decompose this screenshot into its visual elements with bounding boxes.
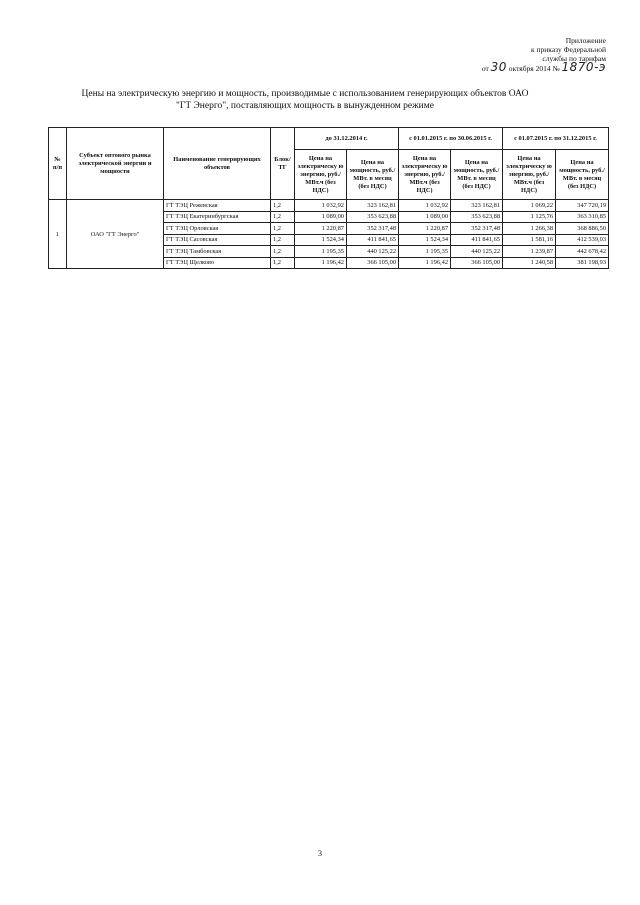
document-title	[80, 88, 530, 112]
capacity-price-3: 381 198,93	[556, 257, 609, 269]
energy-price-2: 1 089,00	[399, 211, 451, 223]
capacity-price-2: 353 623,88	[451, 211, 503, 223]
appendix-label: Приложение	[565, 36, 606, 45]
capacity-price-2: 366 105,00	[451, 257, 503, 269]
energy-price-3: 1 266,38	[503, 223, 556, 235]
capacity-price-1: 411 841,65	[347, 234, 399, 246]
energy-price-2: 1 220,87	[399, 223, 451, 235]
header-capacity-price-3: Цена на мощность, руб./МВт. в месяц (без НДС)	[556, 150, 609, 200]
price-table	[48, 127, 609, 269]
energy-price-1: 1 089,00	[295, 211, 347, 223]
energy-price-1: 1 220,87	[295, 223, 347, 235]
header-energy-price-1: Цена на электрическу ю энергию, руб./МВт.ч (без НДС)	[295, 150, 347, 200]
appendix-date-prefix: от	[481, 64, 489, 73]
appendix-service: службы по тарифам	[542, 54, 606, 63]
page-number: 3	[318, 849, 322, 858]
table-row	[49, 200, 609, 212]
energy-price-2: 1 032,92	[399, 200, 451, 212]
energy-price-1: 1 196,42	[295, 257, 347, 269]
energy-price-3: 1 239,87	[503, 246, 556, 258]
header-energy-price-3: Цена на электрическу ю энергию, руб./МВт.ч (без НДС)	[503, 150, 556, 200]
appendix-date-day: 30	[490, 60, 507, 74]
object-name: ГТ ТЭЦ Щелково	[164, 257, 271, 269]
header-capacity-price-2: Цена на мощность, руб./МВт. в месяц (без НДС)	[451, 150, 503, 200]
document-title-line2: "ГТ Энерго", поставляющих мощность в вынужденном режиме	[175, 101, 434, 111]
block-value: 1,2	[271, 234, 295, 246]
appendix-date-rest: октября 2014 №	[508, 64, 560, 73]
header-period-2: с 01.01.2015 г. по 30.06.2015 г.	[399, 128, 503, 150]
object-name: ГТ ТЭЦ Тамбовская	[164, 246, 271, 258]
header-period-1: до 31.12.2014 г.	[295, 128, 399, 150]
capacity-price-3: 412 539,03	[556, 234, 609, 246]
energy-price-2: 1 196,42	[399, 257, 451, 269]
appendix-block	[456, 36, 606, 73]
block-value: 1,2	[271, 246, 295, 258]
header-num: № п/п	[49, 128, 67, 200]
appendix-order-ref: к приказу Федеральной	[531, 45, 606, 54]
group-num: 1	[49, 200, 67, 269]
energy-price-3: 1 581,16	[503, 234, 556, 246]
energy-price-1: 1 524,34	[295, 234, 347, 246]
energy-price-3: 1 069,22	[503, 200, 556, 212]
block-value: 1,2	[271, 200, 295, 212]
capacity-price-3: 363 310,85	[556, 211, 609, 223]
capacity-price-1: 323 162,81	[347, 200, 399, 212]
object-name: ГТ ТЭЦ Сасовская	[164, 234, 271, 246]
capacity-price-1: 440 125,22	[347, 246, 399, 258]
appendix-date-line	[456, 60, 606, 74]
capacity-price-2: 440 125,22	[451, 246, 503, 258]
capacity-price-1: 353 623,88	[347, 211, 399, 223]
energy-price-2: 1 195,35	[399, 246, 451, 258]
capacity-price-3: 442 678,42	[556, 246, 609, 258]
capacity-price-2: 352 317,48	[451, 223, 503, 235]
header-capacity-price-1: Цена на мощность, руб./МВт. в месяц (без НДС)	[347, 150, 399, 200]
energy-price-1: 1 032,92	[295, 200, 347, 212]
header-energy-price-2: Цена на электрическу ю энергию, руб./МВт.ч (без НДС)	[399, 150, 451, 200]
header-period-3: с 01.07.2015 г. по 31.12.2015 г.	[503, 128, 609, 150]
object-name: ГТ ТЭЦ Орловская	[164, 223, 271, 235]
block-value: 1,2	[271, 211, 295, 223]
block-value: 1,2	[271, 257, 295, 269]
object-name: ГТ ТЭЦ Режевская	[164, 200, 271, 212]
document-title-line1: Цены на электрическую энергию и мощность, производимые с использованием генерирующих объектов ОАО	[81, 89, 529, 99]
energy-price-2: 1 524,34	[399, 234, 451, 246]
capacity-price-1: 352 317,48	[347, 223, 399, 235]
capacity-price-3: 368 886,50	[556, 223, 609, 235]
energy-price-3: 1 240,58	[503, 257, 556, 269]
header-subject: Субъект оптового рынка электрической энергии и мощности	[67, 128, 164, 200]
capacity-price-3: 347 720,19	[556, 200, 609, 212]
capacity-price-2: 323 162,81	[451, 200, 503, 212]
capacity-price-1: 366 105,00	[347, 257, 399, 269]
header-object-name: Наименование генерирующих объектов	[164, 128, 271, 200]
header-block: Блок/ ТГ	[271, 128, 295, 200]
energy-price-1: 1 195,35	[295, 246, 347, 258]
energy-price-3: 1 125,76	[503, 211, 556, 223]
block-value: 1,2	[271, 223, 295, 235]
capacity-price-2: 411 841,65	[451, 234, 503, 246]
appendix-order-number: 1870-э	[561, 60, 606, 74]
group-subject: ОАО "ГТ Энерго"	[67, 200, 164, 269]
object-name: ГТ ТЭЦ Екатеринбургская	[164, 211, 271, 223]
